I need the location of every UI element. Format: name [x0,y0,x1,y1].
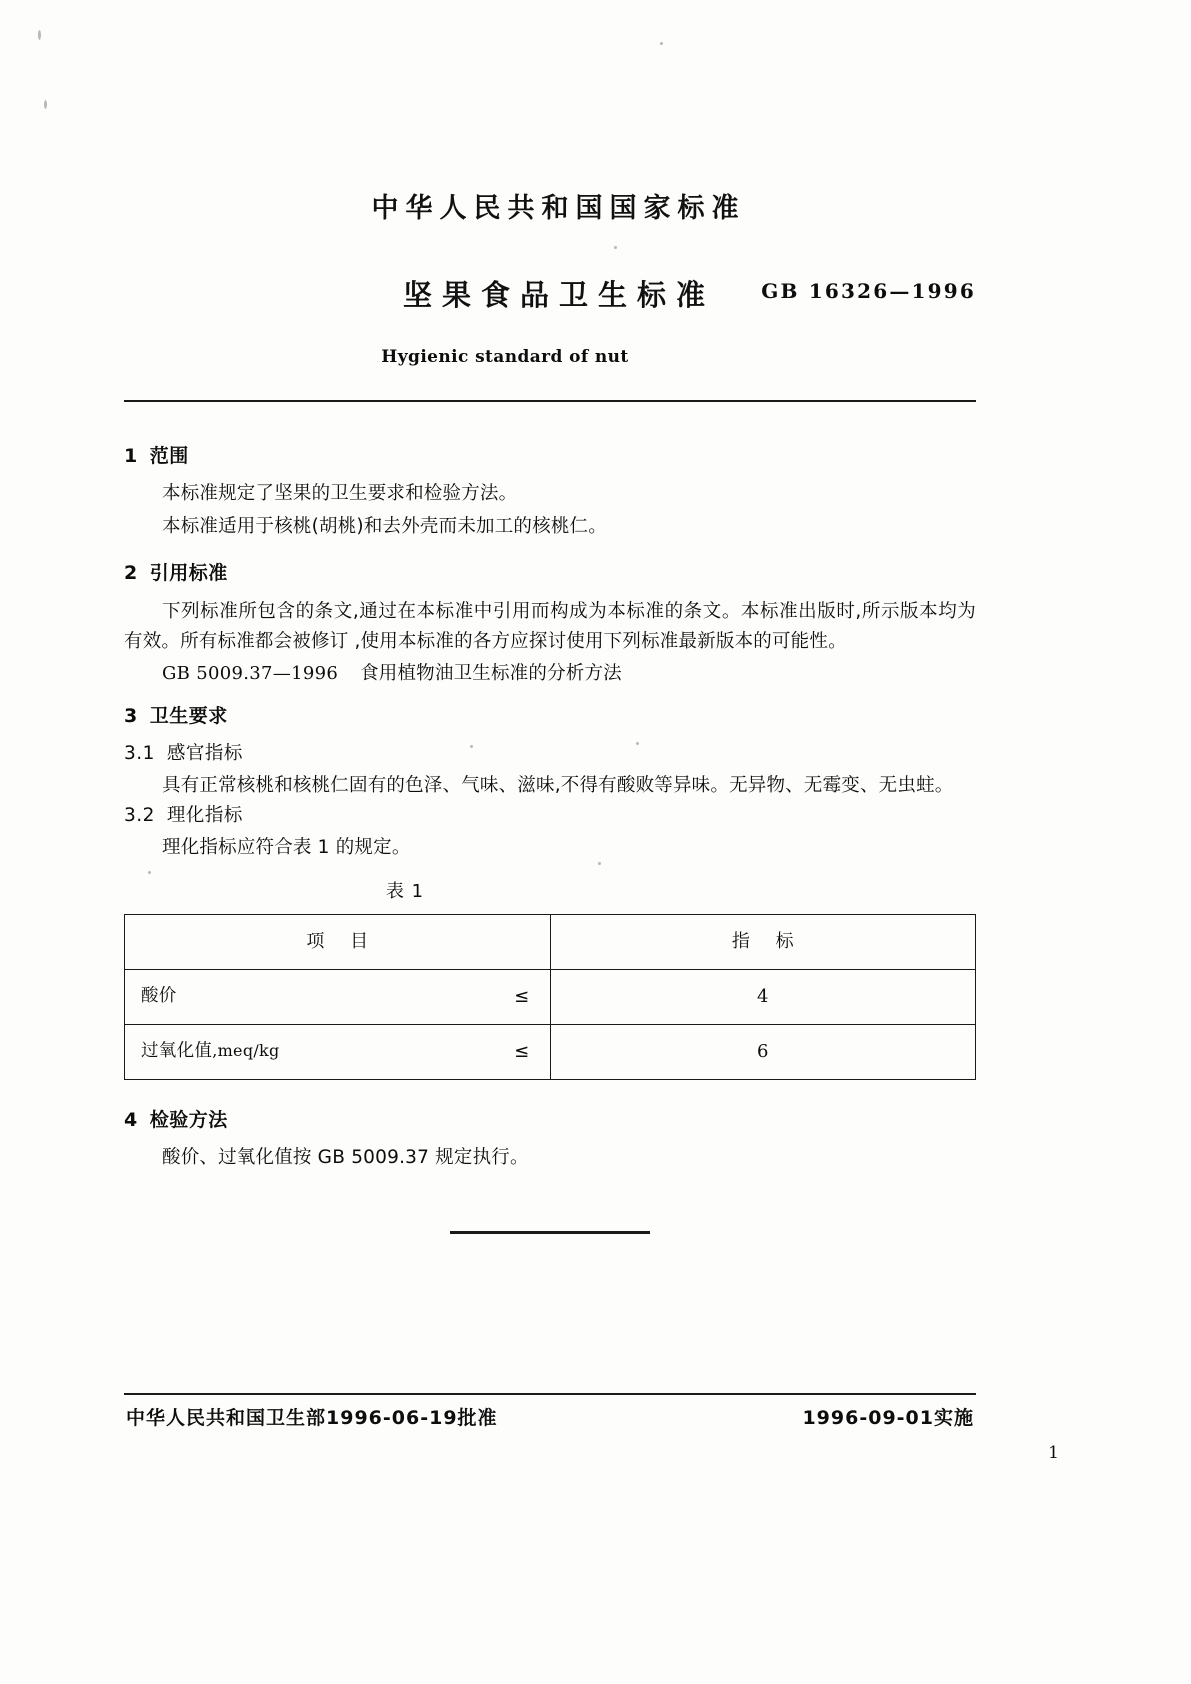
section-4-title: 检验方法 [149,1108,228,1131]
table-row [125,969,976,1024]
section-2-number: 2 [124,562,138,585]
table-header-item: 项 目 [125,914,551,969]
section-2-reference [124,660,976,689]
section-4-number: 4 [124,1108,138,1131]
table-caption: 表 1 [385,880,425,902]
section-1-paragraph-2: 本标准适用于核桃(胡桃)和去外壳而未加工的核桃仁。 [162,516,607,538]
less-equal-operator: ≤ [514,1040,530,1062]
section-4-paragraph: 酸价、过氧化值按 GB 5009.37 规定执行。 [162,1147,529,1169]
document-body [124,442,976,1234]
item-name: 酸价 [141,986,177,1007]
document-title: 坚果食品卫生标准 [402,278,715,312]
reference-standard-number: GB 5009.37—1996 [162,662,339,684]
header-divider-rule [124,400,976,402]
section-2-heading [124,559,976,588]
english-title: Hygienic standard of nut [381,347,629,367]
section-3-heading [124,702,976,731]
item-unit: ,meq/kg [212,1041,280,1061]
section-4-heading [124,1106,976,1135]
national-standard-title: 中华人民共和国国家标准 [371,193,746,224]
table-row [125,1024,976,1079]
table-header-row [125,914,976,969]
less-equal-operator: ≤ [514,985,530,1007]
section-3-title: 卫生要求 [149,705,228,728]
section-3-1-heading [124,740,976,769]
page-number: 1 [1048,1443,1059,1463]
end-of-text-divider [450,1231,650,1234]
section-1-title: 范围 [149,445,189,467]
item-name: 过氧化值 [141,1041,213,1062]
section-1-number: 1 [124,445,138,467]
table-cell-item [125,969,551,1024]
section-3-1-paragraph: 具有正常核桃和核桃仁固有的色泽、气味、滋味,不得有酸败等异味。无异物、无霉变、无虫蛀。 [162,774,954,796]
section-3-2-number: 3.2 [124,805,155,827]
section-1-heading [124,442,976,471]
section-3-1-title: 感官指标 [166,742,243,764]
section-2-paragraph-1: 下列标准所包含的条文,通过在本标准中引用而构成为本标准的条文。本标准出版时,所示版本均为有效。所有标准都会被修订 ,使用本标准的各方应探讨使用下列标准最新版本的可能性。 [124,600,976,652]
title-row [124,273,976,317]
section-3-2-title: 理化指标 [166,805,243,827]
table-cell-item [125,1024,551,1079]
page-content [124,0,976,1234]
section-3-1-number: 3.1 [124,742,155,764]
scan-speck [38,30,41,40]
section-3-2-paragraph: 理化指标应符合表 1 的规定。 [162,836,411,858]
masthead [124,0,976,367]
standard-number: GB 16326—1996 [761,279,976,303]
section-3-number: 3 [124,705,138,728]
section-3-2-heading [124,802,976,831]
table-header-index: 指 标 [550,914,976,969]
footer-divider-rule [124,1393,976,1395]
section-1-paragraph-1: 本标准规定了坚果的卫生要求和检验方法。 [162,483,518,505]
page-footer [124,1403,976,1430]
physicochemical-index-table [124,914,976,1080]
effective-date-statement: 1996-09-01实施 [802,1407,974,1429]
section-2-title: 引用标准 [149,562,228,585]
reference-standard-name: 食用植物油卫生标准的分析方法 [360,662,622,684]
approval-statement: 中华人民共和国卫生部1996-06-19批准 [126,1407,498,1429]
table-cell-value: 4 [550,969,976,1024]
table-cell-value: 6 [550,1024,976,1079]
scan-speck [44,100,47,109]
